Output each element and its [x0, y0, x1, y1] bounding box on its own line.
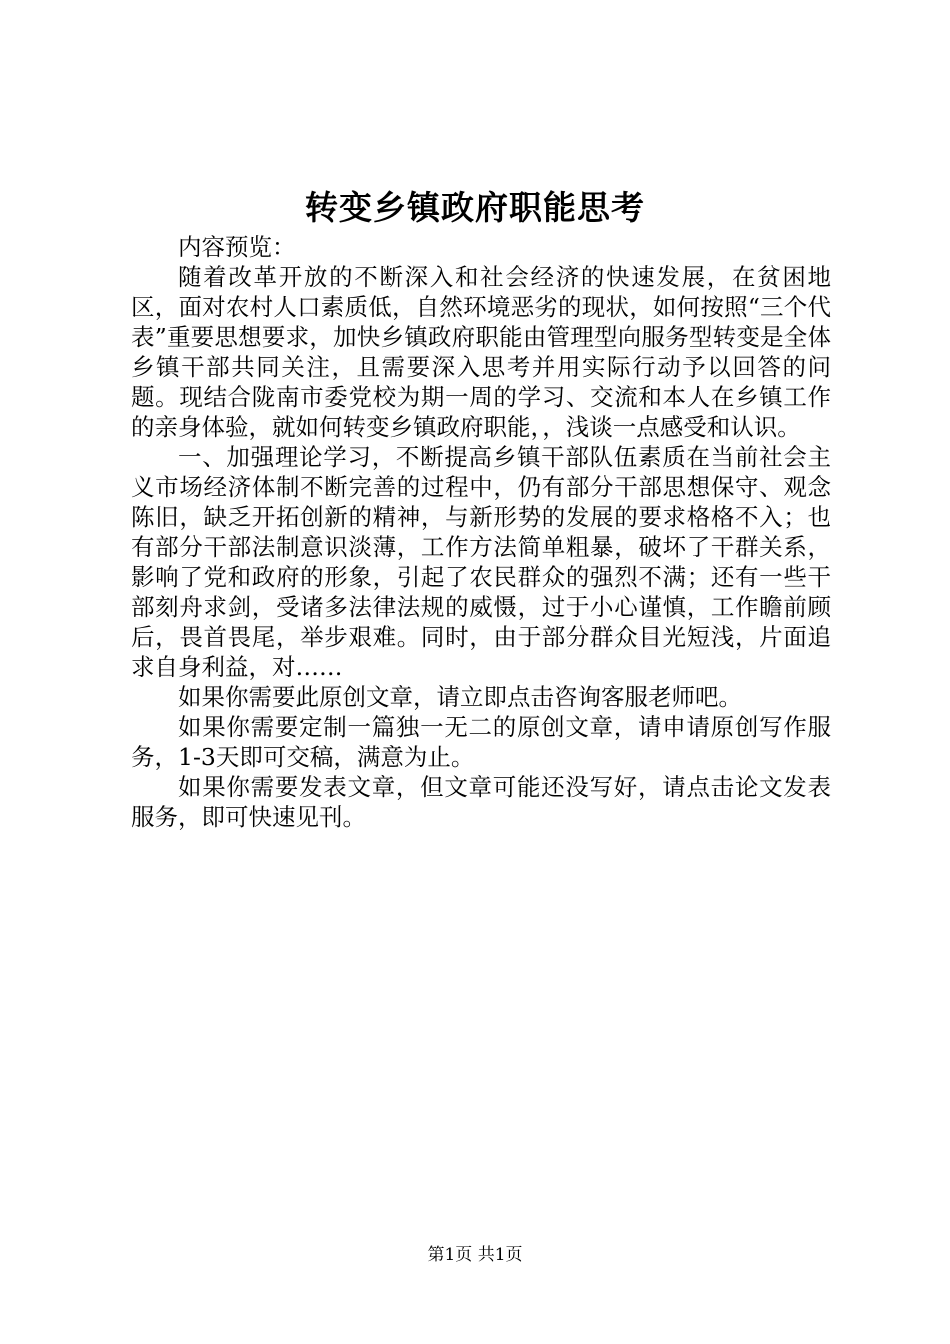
page-footer: 第1页 共1页	[427, 1245, 523, 1265]
body-paragraph-intro: 随着改革开放的不断深入和社会经济的快速发展，在贫困地区，面对农村人口素质低，自然环境恶劣的现状，如何按照“三个代表”重要思想要求，加快乡镇政府职能由管理型向服务型转变是全体乡镇干部共同关注，且需要深入思考并用实际行动予以回答的问题。现结合陇南市委党校为期一周的学习、交流和本人在乡镇工作的亲身体验，就如何转变乡镇政府职能，，浅谈一点感受和认识。	[131, 263, 831, 441]
custom-writing-paragraph: 如果你需要定制一篇独一无二的原创文章，请申请原创写作服务，1-3天即可交稿，满意为止。	[131, 713, 831, 771]
publish-service-paragraph: 如果你需要发表文章，但文章可能还没写好，请点击论文发表服务，即可快速见刊。	[131, 773, 831, 831]
preview-label: 内容预览：	[178, 233, 296, 261]
document-title: 转变乡镇政府职能思考	[305, 188, 645, 227]
document-body	[131, 232, 831, 832]
consult-service-paragraph: 如果你需要此原创文章，请立即点击咨询客服老师吧。	[178, 683, 742, 711]
body-paragraph-section-one: 一、加强理论学习，不断提高乡镇干部队伍素质在当前社会主义市场经济体制不断完善的过程中，仍有部分干部思想保守、观念陈旧，缺乏开拓创新的精神，与新形势的发展的要求格格不入；也有部分干部法制意识淡薄，工作方法简单粗暴，破坏了干群关系，影响了党和政府的形象，引起了农民群众的强烈不满；还有一些干部刻舟求剑，受诸多法律法规的威慑，过于小心谨慎，工作瞻前顾后，畏首畏尾，举步艰难。同时，由于部分群众目光短浅，片面追求自身利益，对……	[131, 443, 831, 681]
